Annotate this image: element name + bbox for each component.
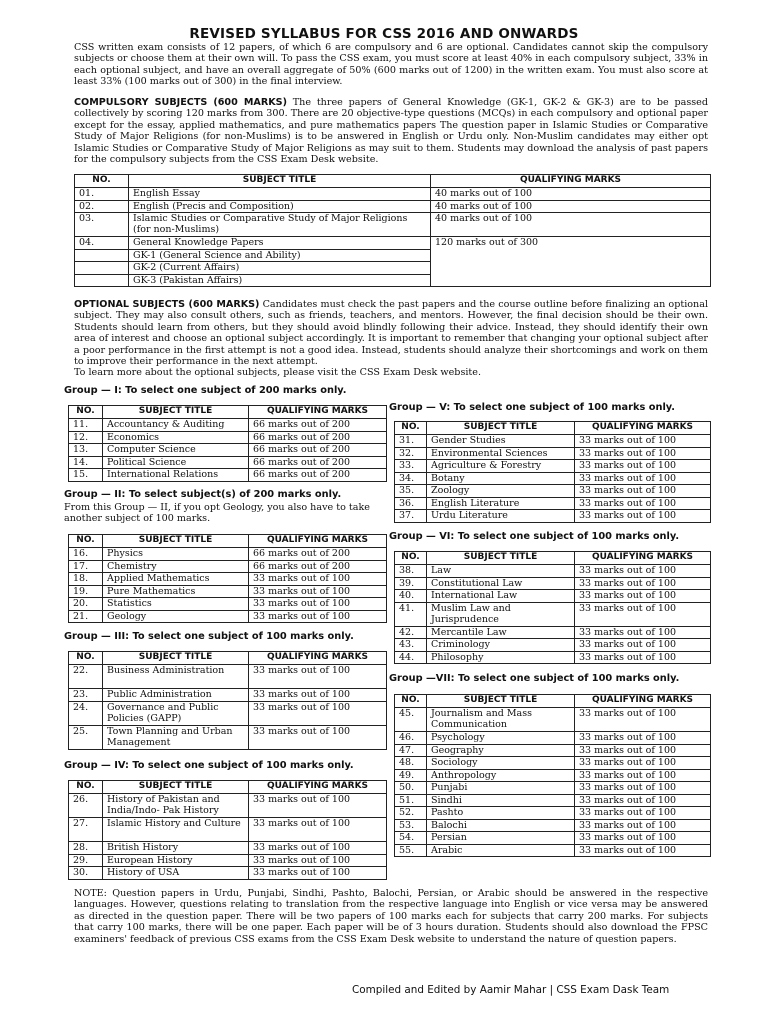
table-row (395, 472, 711, 485)
header-qualifying-marks: QUALIFYING MARKS (249, 535, 387, 548)
table-header-row (69, 535, 387, 548)
table-row (69, 598, 387, 611)
table-row (69, 573, 387, 586)
table-row (69, 842, 387, 855)
row-no: 02. (75, 200, 129, 213)
row-title: Sindhi (427, 794, 575, 807)
row-no: 45. (395, 708, 427, 732)
row-no: 52. (395, 807, 427, 820)
compulsory-paragraph (74, 97, 708, 165)
table-row (69, 665, 387, 689)
group-6-table (394, 551, 711, 664)
row-marks: 33 marks out of 100 (575, 769, 711, 782)
row-title: Punjabi (427, 782, 575, 795)
row-title: Pashto (427, 807, 575, 820)
row-marks: 33 marks out of 100 (249, 794, 387, 818)
row-no: 11. (69, 419, 103, 432)
row-marks: 66 marks out of 200 (249, 419, 387, 432)
credit-line: Compiled and Edited by Aamir Mahar | CSS Exam Dask Team (352, 984, 670, 996)
table-header-row (395, 695, 711, 708)
table-row (69, 701, 387, 725)
table-row (69, 419, 387, 432)
header-qualifying-marks: QUALIFYING MARKS (249, 781, 387, 794)
row-marks: 33 marks out of 100 (249, 725, 387, 749)
row-marks: 33 marks out of 100 (249, 573, 387, 586)
group-4-table (68, 780, 387, 880)
row-no: 23. (69, 689, 103, 702)
row-marks: 33 marks out of 100 (249, 689, 387, 702)
row-no: 04. (75, 237, 129, 250)
row-marks: 33 marks out of 100 (575, 782, 711, 795)
table-header-row (395, 422, 711, 435)
group-2-table (68, 534, 387, 623)
row-marks: 33 marks out of 100 (575, 844, 711, 857)
row-title: Computer Science (103, 444, 249, 457)
row-title: European History (103, 854, 249, 867)
row-marks: 33 marks out of 100 (575, 460, 711, 473)
row-marks: 33 marks out of 100 (575, 832, 711, 845)
row-title: Governance and Public Policies (GAPP) (103, 701, 249, 725)
header-qualifying-marks: QUALIFYING MARKS (575, 422, 711, 435)
row-no: 34. (395, 472, 427, 485)
row-no: 28. (69, 842, 103, 855)
row-no: 03. (75, 213, 129, 237)
header-qualifying-marks: QUALIFYING MARKS (431, 175, 711, 188)
group-3-heading: Group — III: To select one subject of 100 marks only. (64, 631, 354, 642)
row-marks: 33 marks out of 100 (575, 577, 711, 590)
row-no: 40. (395, 590, 427, 603)
row-marks: 33 marks out of 100 (575, 708, 711, 732)
row-title: English (Precis and Composition) (129, 200, 431, 213)
row-title: Agriculture & Forestry (427, 460, 575, 473)
table-row (69, 585, 387, 598)
row-no: 15. (69, 469, 103, 482)
page-title: REVISED SYLLABUS FOR CSS 2016 AND ONWARDS (189, 26, 579, 42)
row-title: Psychology (427, 732, 575, 745)
compulsory-text: The three papers of General Knowledge (GK-1, GK-2 & GK-3) are to be passed collectively by scoring 120 marks from 300. There are 20 objective-type questions (MCQs) in each compulsory and optional paper except for the essay, applied mathematics, and pure mathematics papers The question paper in Islamic Studies or Comparative Study of Major Religions (for non-Muslims) is to be answered in English or Urdu only. Non-Muslim candidates may either opt Islamic Studies or Comparative Study of Major Religions as may suit to them. Students may download the analysis of past papers for the compulsory subjects from the CSS Exam Desk website. (74, 97, 709, 166)
row-title: Anthropology (427, 769, 575, 782)
row-marks: 33 marks out of 100 (575, 639, 711, 652)
gk-row-title: GK-1 (General Science and Ability) (129, 249, 431, 262)
gk-row-title: GK-3 (Pakistan Affairs) (129, 274, 431, 287)
row-title: Arabic (427, 844, 575, 857)
row-marks: 66 marks out of 200 (249, 456, 387, 469)
group-5-heading: Group — V: To select one subject of 100 marks only. (389, 402, 676, 413)
row-marks: 33 marks out of 100 (575, 757, 711, 770)
row-marks: 33 marks out of 100 (575, 447, 711, 460)
table-row (69, 456, 387, 469)
row-title: History of Pakistan and India/Indo- Pak History (103, 794, 249, 818)
row-no: 37. (395, 510, 427, 523)
group-1-table (68, 405, 387, 482)
row-title: General Knowledge Papers (129, 237, 431, 250)
optional-text: Candidates must check the past papers and the course outline before finalizing an optional subject. They may also consult others, such as friends, teachers, and mentors. However, the final decision should be their own. Students should learn from others, but they should avoid blindly following their advice. Instead, they should identify their own area of interest and choose an optional subject accordingly. It is important to remember that changing your optional subject after a poor performance in the first attempt is not a good idea. Instead, students should analyze their shortcomings and work on them to improve their performance in the next attempt. (74, 299, 709, 368)
table-row (395, 510, 711, 523)
table-row (395, 794, 711, 807)
row-marks: 33 marks out of 100 (249, 854, 387, 867)
table-row (75, 213, 711, 237)
header-subject-title: SUBJECT TITLE (103, 535, 249, 548)
group-3-table (68, 651, 387, 750)
row-marks: 33 marks out of 100 (575, 602, 711, 626)
row-no: 38. (395, 565, 427, 578)
table-row (395, 602, 711, 626)
row-title: Political Science (103, 456, 249, 469)
row-title: Physics (103, 548, 249, 561)
row-marks: 40 marks out of 100 (431, 213, 711, 237)
table-row (395, 651, 711, 664)
row-title: Geology (103, 610, 249, 623)
row-marks: 33 marks out of 100 (249, 818, 387, 842)
row-marks: 33 marks out of 100 (249, 701, 387, 725)
row-no: 44. (395, 651, 427, 664)
table-row (69, 431, 387, 444)
table-row (395, 769, 711, 782)
row-title: Chemistry (103, 560, 249, 573)
row-title: Pure Mathematics (103, 585, 249, 598)
table-row (395, 832, 711, 845)
header-no: NO. (69, 781, 103, 794)
row-title: English Literature (427, 497, 575, 510)
table-row (395, 460, 711, 473)
row-marks: 33 marks out of 100 (575, 794, 711, 807)
row-marks: 33 marks out of 100 (575, 485, 711, 498)
row-title: Constitutional Law (427, 577, 575, 590)
row-marks: 66 marks out of 200 (249, 560, 387, 573)
group-5-table (394, 421, 711, 523)
header-no: NO. (69, 406, 103, 419)
row-title: Geography (427, 744, 575, 757)
table-row (395, 577, 711, 590)
compulsory-heading: COMPULSORY SUBJECTS (600 MARKS) (74, 97, 287, 108)
row-no: 51. (395, 794, 427, 807)
row-marks: 33 marks out of 100 (575, 807, 711, 820)
row-no: 35. (395, 485, 427, 498)
optional-text-2: To learn more about the optional subjects, please visit the CSS Exam Desk website. (74, 367, 482, 379)
row-marks: 120 marks out of 300 (431, 237, 711, 287)
row-title: Persian (427, 832, 575, 845)
header-subject-title: SUBJECT TITLE (103, 652, 249, 665)
row-marks: 33 marks out of 100 (575, 565, 711, 578)
row-marks: 33 marks out of 100 (575, 590, 711, 603)
row-no: 19. (69, 585, 103, 598)
row-title: Environmental Sciences (427, 447, 575, 460)
row-no: 20. (69, 598, 103, 611)
intro-paragraph: CSS written exam consists of 12 papers, of which 6 are compulsory and 6 are optional. Candidates cannot skip the compulsory subjects or choose them at their own will. To pass the CSS exam, you must score at least 40% in each compulsory subject, 33% in each optional subject, and have an overall aggregate of 50% (600 marks out of 1200) in the written exam. You must also score at least 33% (100 marks out of 300) in the final interview. (74, 42, 708, 88)
table-row (69, 867, 387, 880)
table-row (395, 447, 711, 460)
row-no: 41. (395, 602, 427, 626)
row-title: Islamic Studies or Comparative Study of Major Religions (for non-Muslims) (129, 213, 431, 237)
table-row (395, 485, 711, 498)
row-marks: 33 marks out of 100 (575, 819, 711, 832)
table-header-row (69, 406, 387, 419)
row-marks: 40 marks out of 100 (431, 200, 711, 213)
row-marks: 33 marks out of 100 (575, 472, 711, 485)
table-row (75, 188, 711, 201)
table-row (69, 610, 387, 623)
row-marks: 33 marks out of 100 (575, 626, 711, 639)
row-no: 01. (75, 188, 129, 201)
table-header-row (395, 552, 711, 565)
table-row (69, 854, 387, 867)
row-no: 13. (69, 444, 103, 457)
gk-row-title: GK-2 (Current Affairs) (129, 262, 431, 275)
header-subject-title: SUBJECT TITLE (103, 781, 249, 794)
optional-heading: OPTIONAL SUBJECTS (600 MARKS) (74, 299, 260, 310)
table-row (69, 548, 387, 561)
table-row (395, 639, 711, 652)
row-title: Philosophy (427, 651, 575, 664)
row-no: 12. (69, 431, 103, 444)
row-marks: 33 marks out of 100 (249, 665, 387, 689)
table-row (395, 435, 711, 448)
table-row (69, 794, 387, 818)
row-no: 33. (395, 460, 427, 473)
row-no: 36. (395, 497, 427, 510)
row-no: 49. (395, 769, 427, 782)
row-marks: 66 marks out of 200 (249, 548, 387, 561)
row-marks: 33 marks out of 100 (249, 610, 387, 623)
table-row (395, 590, 711, 603)
header-subject-title: SUBJECT TITLE (103, 406, 249, 419)
table-row (395, 844, 711, 857)
row-no: 24. (69, 701, 103, 725)
row-no: 27. (69, 818, 103, 842)
header-subject-title: SUBJECT TITLE (427, 695, 575, 708)
table-row (75, 237, 711, 250)
table-row (395, 807, 711, 820)
row-no: 55. (395, 844, 427, 857)
row-title: Balochi (427, 819, 575, 832)
table-row (69, 689, 387, 702)
header-qualifying-marks: QUALIFYING MARKS (249, 406, 387, 419)
table-row (69, 444, 387, 457)
row-title: Public Administration (103, 689, 249, 702)
row-no: 22. (69, 665, 103, 689)
table-row (75, 200, 711, 213)
table-row (69, 469, 387, 482)
header-no: NO. (75, 175, 129, 188)
row-marks: 33 marks out of 100 (575, 651, 711, 664)
row-title: Town Planning and Urban Management (103, 725, 249, 749)
row-no: 54. (395, 832, 427, 845)
row-no: 18. (69, 573, 103, 586)
header-subject-title: SUBJECT TITLE (427, 552, 575, 565)
table-row (395, 782, 711, 795)
group-1-heading: Group — I: To select one subject of 200 marks only. (64, 385, 347, 396)
table-row (395, 565, 711, 578)
header-subject-title: SUBJECT TITLE (427, 422, 575, 435)
group-2-subtext: From this Group — II, if you opt Geology, you also have to take another subject of 100 marks. (64, 502, 370, 525)
row-no-empty (75, 262, 129, 275)
row-marks: 66 marks out of 200 (249, 469, 387, 482)
row-marks: 40 marks out of 100 (431, 188, 711, 201)
row-no: 29. (69, 854, 103, 867)
row-no: 53. (395, 819, 427, 832)
row-title: Botany (427, 472, 575, 485)
table-row (69, 818, 387, 842)
row-no: 16. (69, 548, 103, 561)
row-no: 50. (395, 782, 427, 795)
row-marks: 33 marks out of 100 (575, 510, 711, 523)
row-title: Economics (103, 431, 249, 444)
table-row (395, 732, 711, 745)
note-paragraph: NOTE: Question papers in Urdu, Punjabi, Sindhi, Pashto, Balochi, Persian, or Arabic should be answered in the respective languages. However, questions relating to translation from the respective language into English or vice versa may be answered as directed in the question paper. There will be two papers of 100 marks each for subjects that carry 200 marks. For subjects that carry 100 marks, there will be one paper. Each paper will be of 3 hours duration. Students should also download the FPSC examiners' feedback of previous CSS exams from the CSS Exam Desk website to understand the nature of question papers. (74, 888, 708, 945)
row-title: Accountancy & Auditing (103, 419, 249, 432)
table-row (395, 497, 711, 510)
row-title: Gender Studies (427, 435, 575, 448)
row-title: Sociology (427, 757, 575, 770)
row-no: 47. (395, 744, 427, 757)
row-title: Muslim Law and Jurisprudence (427, 602, 575, 626)
row-title: English Essay (129, 188, 431, 201)
optional-paragraph (74, 299, 708, 379)
header-qualifying-marks: QUALIFYING MARKS (249, 652, 387, 665)
row-title: Urdu Literature (427, 510, 575, 523)
row-no: 46. (395, 732, 427, 745)
row-no: 26. (69, 794, 103, 818)
table-row (395, 757, 711, 770)
row-no: 25. (69, 725, 103, 749)
row-no-empty (75, 274, 129, 287)
group-7-table (394, 694, 711, 857)
table-header-row (75, 175, 711, 188)
row-no: 30. (69, 867, 103, 880)
row-no: 31. (395, 435, 427, 448)
row-marks: 33 marks out of 100 (575, 744, 711, 757)
header-no: NO. (395, 422, 427, 435)
table-row (69, 725, 387, 749)
row-marks: 33 marks out of 100 (575, 497, 711, 510)
compulsory-table (74, 174, 711, 287)
row-no: 21. (69, 610, 103, 623)
row-no: 42. (395, 626, 427, 639)
row-marks: 33 marks out of 100 (575, 435, 711, 448)
row-no: 32. (395, 447, 427, 460)
header-no: NO. (69, 652, 103, 665)
table-header-row (69, 652, 387, 665)
row-title: Law (427, 565, 575, 578)
row-no: 14. (69, 456, 103, 469)
table-row (395, 744, 711, 757)
table-row (395, 626, 711, 639)
header-no: NO. (395, 552, 427, 565)
row-title: Zoology (427, 485, 575, 498)
row-title: Criminology (427, 639, 575, 652)
row-title: Mercantile Law (427, 626, 575, 639)
row-marks: 33 marks out of 100 (249, 867, 387, 880)
row-marks: 66 marks out of 200 (249, 431, 387, 444)
row-title: International Law (427, 590, 575, 603)
row-marks: 66 marks out of 200 (249, 444, 387, 457)
row-marks: 33 marks out of 100 (249, 585, 387, 598)
row-marks: 33 marks out of 100 (249, 842, 387, 855)
table-header-row (69, 781, 387, 794)
group-4-heading: Group — IV: To select one subject of 100 marks only. (64, 760, 354, 771)
header-no: NO. (395, 695, 427, 708)
header-qualifying-marks: QUALIFYING MARKS (575, 695, 711, 708)
row-title: International Relations (103, 469, 249, 482)
row-title: History of USA (103, 867, 249, 880)
table-row (395, 708, 711, 732)
header-subject-title: SUBJECT TITLE (129, 175, 431, 188)
group-2-heading: Group — II: To select subject(s) of 200 marks only. (64, 489, 342, 500)
row-title: British History (103, 842, 249, 855)
row-title: Applied Mathematics (103, 573, 249, 586)
row-marks: 33 marks out of 100 (249, 598, 387, 611)
row-marks: 33 marks out of 100 (575, 732, 711, 745)
row-no: 17. (69, 560, 103, 573)
row-no: 39. (395, 577, 427, 590)
header-no: NO. (69, 535, 103, 548)
group-6-heading: Group — VI: To select one subject of 100 marks only. (389, 531, 680, 542)
row-no-empty (75, 249, 129, 262)
row-title: Statistics (103, 598, 249, 611)
row-title: Journalism and Mass Communication (427, 708, 575, 732)
row-no: 48. (395, 757, 427, 770)
table-row (69, 560, 387, 573)
row-title: Business Administration (103, 665, 249, 689)
header-qualifying-marks: QUALIFYING MARKS (575, 552, 711, 565)
row-title: Islamic History and Culture (103, 818, 249, 842)
group-7-heading: Group —VII: To select one subject of 100 marks only. (389, 673, 680, 684)
table-row (395, 819, 711, 832)
row-no: 43. (395, 639, 427, 652)
